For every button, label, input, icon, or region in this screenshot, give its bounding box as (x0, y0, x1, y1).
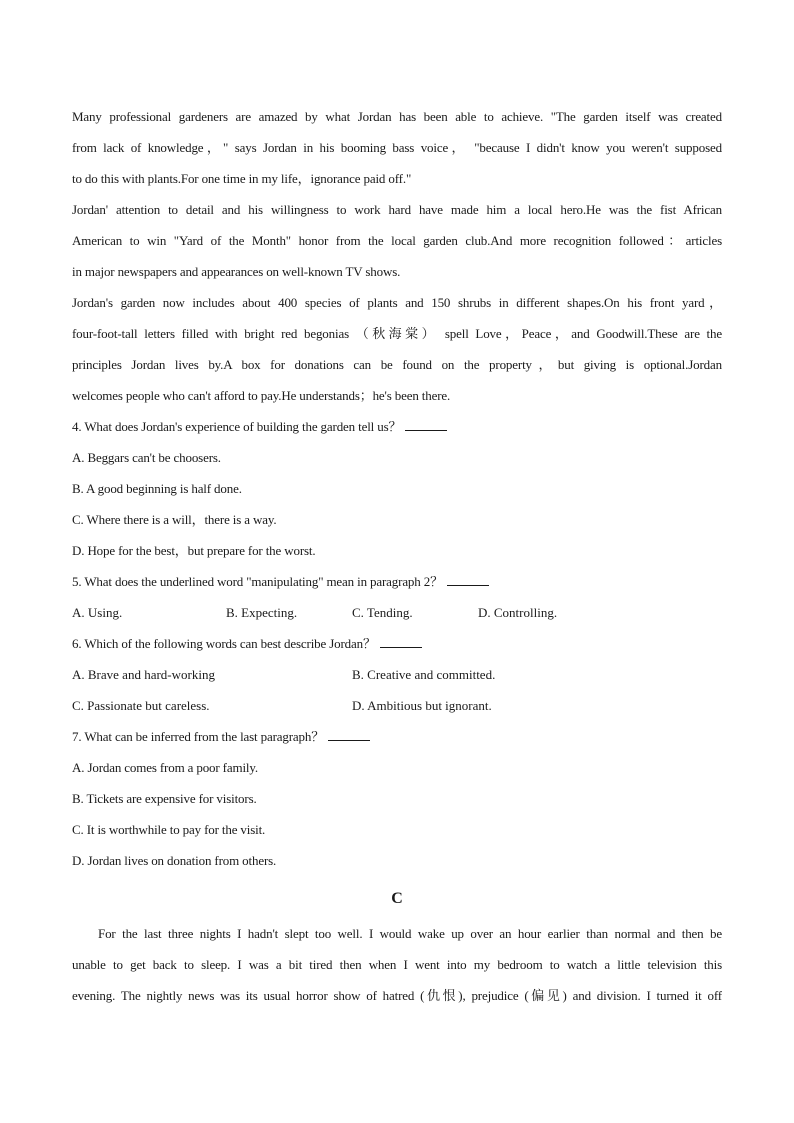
section-heading: C (391, 890, 403, 907)
option-c: C. Tending. (352, 605, 413, 620)
option-row (72, 597, 722, 628)
passage-line: Jordan's garden now includes about 400 species of plants and 150 shrubs in different shapes.On his front yard， (72, 295, 722, 310)
option-a: A. Jordan comes from a poor family. (72, 760, 258, 775)
option-d: D. Controlling. (478, 605, 558, 620)
passage-line: For the last three nights I hadn't slept too well. I would wake up over an hour earlier than normal and then be (72, 926, 722, 941)
document-page (72, 101, 722, 1011)
option-b: B. Tickets are expensive for visitors. (72, 791, 257, 806)
option-c: C. It is worthwhile to pay for the visit. (72, 822, 266, 837)
passage-line: Many professional gardeners are amazed by what Jordan has been able to achieve. "The garden itself was created (72, 109, 722, 124)
question-stem: 4. What does Jordan's experience of building the garden tell us？ (72, 411, 722, 442)
option-d: D. Jordan lives on donation from others. (72, 853, 277, 868)
option-row (72, 659, 722, 690)
option-row (72, 690, 722, 721)
option-b: B. A good beginning is half done. (72, 481, 242, 496)
option-c: C. Passionate but careless. (72, 698, 210, 713)
option-d: D. Hope for the best，but prepare for the worst. (72, 543, 316, 558)
passage-line: American to win "Yard of the Month" honor from the local garden club.And more recognition followed：articles (72, 233, 722, 248)
answer-blank[interactable] (447, 573, 489, 586)
passage-line: principles Jordan lives by.A box for donations can be found on the property，but giving is optional.Jordan (72, 357, 722, 372)
answer-blank[interactable] (380, 635, 422, 648)
passage-line: four-foot-tall letters filled with bright red begonias （秋海棠） spell Love，Peace，and Goodwill.These are the (72, 326, 722, 341)
passage-b-tail (72, 101, 722, 411)
passage-line: evening. The nightly news was its usual horror show of hatred (仇恨), prejudice (偏见) and division. I turned it off (72, 988, 722, 1003)
option-a: A. Beggars can't be choosers. (72, 450, 221, 465)
answer-blank[interactable] (328, 728, 370, 741)
passage-line: unable to get back to sleep. I was a bit tired then when I went into my bedroom to watch a little television this (72, 957, 722, 972)
question-5 (72, 566, 722, 628)
option-a: A. Using. (72, 605, 123, 620)
passage-line: to do this with plants.For one time in my life，ignorance paid off." (72, 171, 412, 186)
question-4 (72, 411, 722, 566)
passage-c (72, 918, 722, 1011)
question-stem: 5. What does the underlined word "manipulating" mean in paragraph 2？ (72, 566, 722, 597)
question-stem: 6. Which of the following words can best describe Jordan？ (72, 628, 722, 659)
option-b: B. Expecting. (226, 605, 298, 620)
option-b: B. Creative and committed. (352, 667, 496, 682)
question-stem: 7. What can be inferred from the last paragraph？ (72, 721, 722, 752)
question-7 (72, 721, 722, 876)
option-d: D. Ambitious but ignorant. (352, 698, 492, 713)
passage-line: in major newspapers and appearances on well-known TV shows. (72, 264, 401, 279)
option-a: A. Brave and hard-working (72, 667, 215, 682)
passage-line: welcomes people who can't afford to pay.He understands；he's been there. (72, 388, 451, 403)
passage-line: from lack of knowledge，" says Jordan in his booming bass voice， "because I didn't know you weren't supposed (72, 140, 722, 155)
option-c: C. Where there is a will，there is a way. (72, 512, 277, 527)
question-6 (72, 628, 722, 721)
answer-blank[interactable] (405, 418, 447, 431)
passage-line: Jordan' attention to detail and his willingness to work hard have made him a local hero.He was the fist African (72, 202, 722, 217)
